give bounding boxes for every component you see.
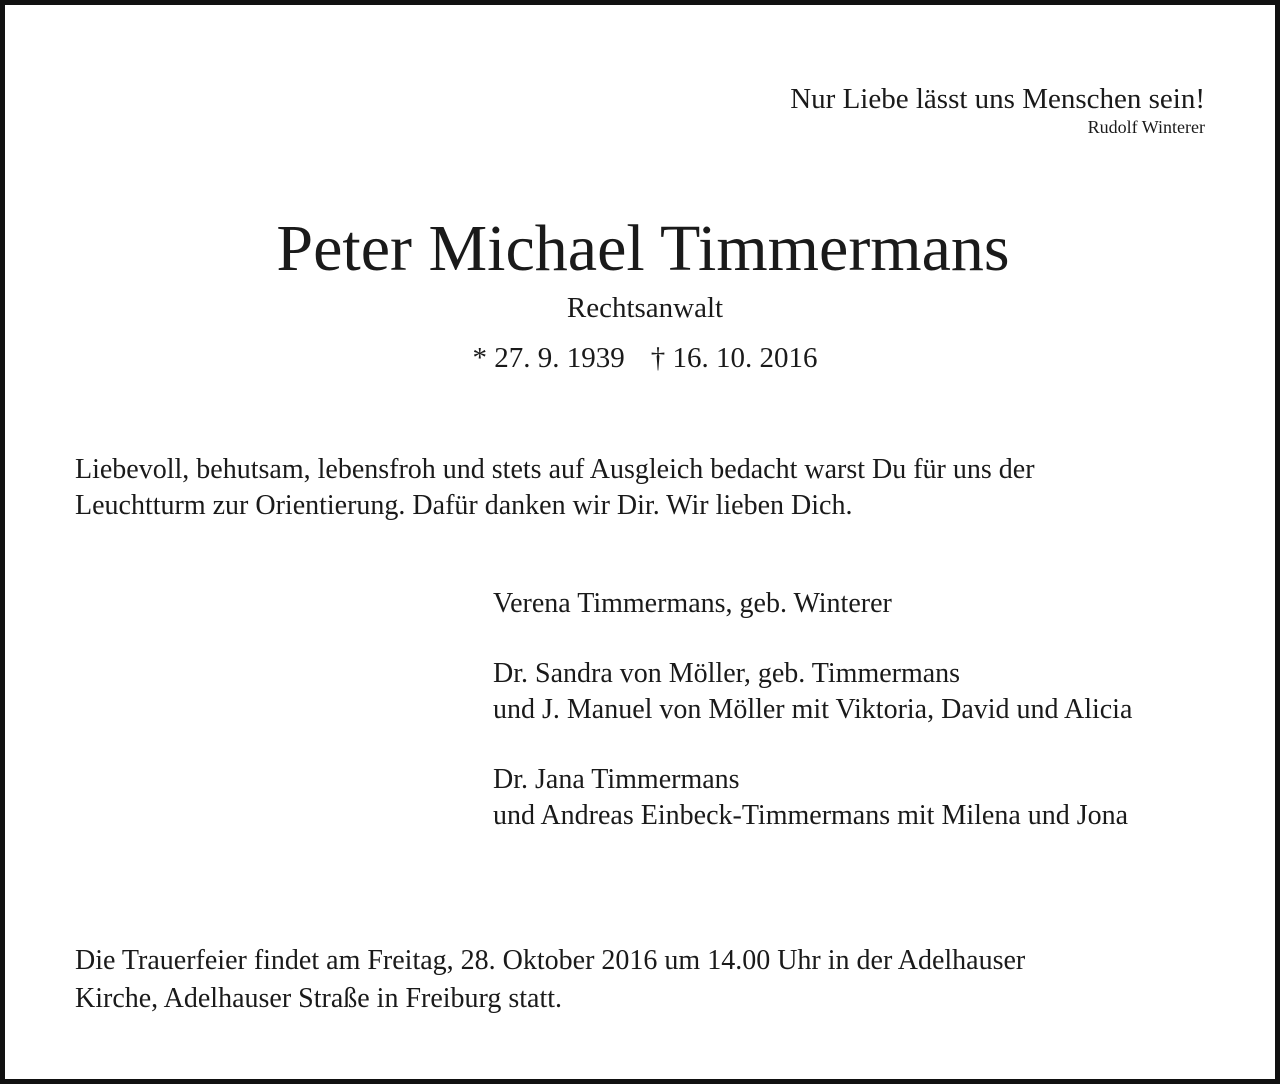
mourner-line: und J. Manuel von Möller mit Viktoria, David und Alicia <box>493 694 1133 725</box>
motto-author: Rudolf Winterer <box>1087 117 1205 137</box>
mourner-group <box>493 656 1132 728</box>
deceased-name: Peter Michael Timmermans <box>276 212 1010 285</box>
mourner-line: Dr. Jana Timmermans <box>493 764 740 795</box>
motto-block <box>790 81 1205 137</box>
deceased-header <box>5 210 1280 376</box>
tribute-line: Leuchtturm zur Orientierung. Dafür danken wir Dir. Wir lieben Dich. <box>75 490 853 521</box>
life-dates <box>5 340 1280 376</box>
mourners-list <box>493 586 1132 868</box>
mourner-group <box>493 762 1132 834</box>
mourner-line: Dr. Sandra von Möller, geb. Timmermans <box>493 658 961 689</box>
tribute-text <box>75 452 1195 524</box>
mourner-line: und Andreas Einbeck-Timmermans mit Milena und Jona <box>493 800 1129 831</box>
motto-quote: Nur Liebe lässt uns Menschen sein! <box>790 83 1205 115</box>
service-announcement <box>75 942 1025 1018</box>
service-line: Kirche, Adelhauser Straße in Freiburg statt. <box>75 983 563 1014</box>
deceased-profession: Rechtsanwalt <box>566 292 724 324</box>
birth-date: * 27. 9. 1939 <box>472 342 625 374</box>
death-date: † 16. 10. 2016 <box>650 342 818 374</box>
service-line: Die Trauerfeier findet am Freitag, 28. Oktober 2016 um 14.00 Uhr in der Adelhauser <box>75 945 1026 976</box>
mourner-line: Verena Timmermans, geb. Winterer <box>493 588 892 619</box>
mourner-group <box>493 586 1132 622</box>
tribute-line: Liebevoll, behutsam, lebensfroh und stets auf Ausgleich bedacht warst Du für uns der <box>75 454 1035 485</box>
